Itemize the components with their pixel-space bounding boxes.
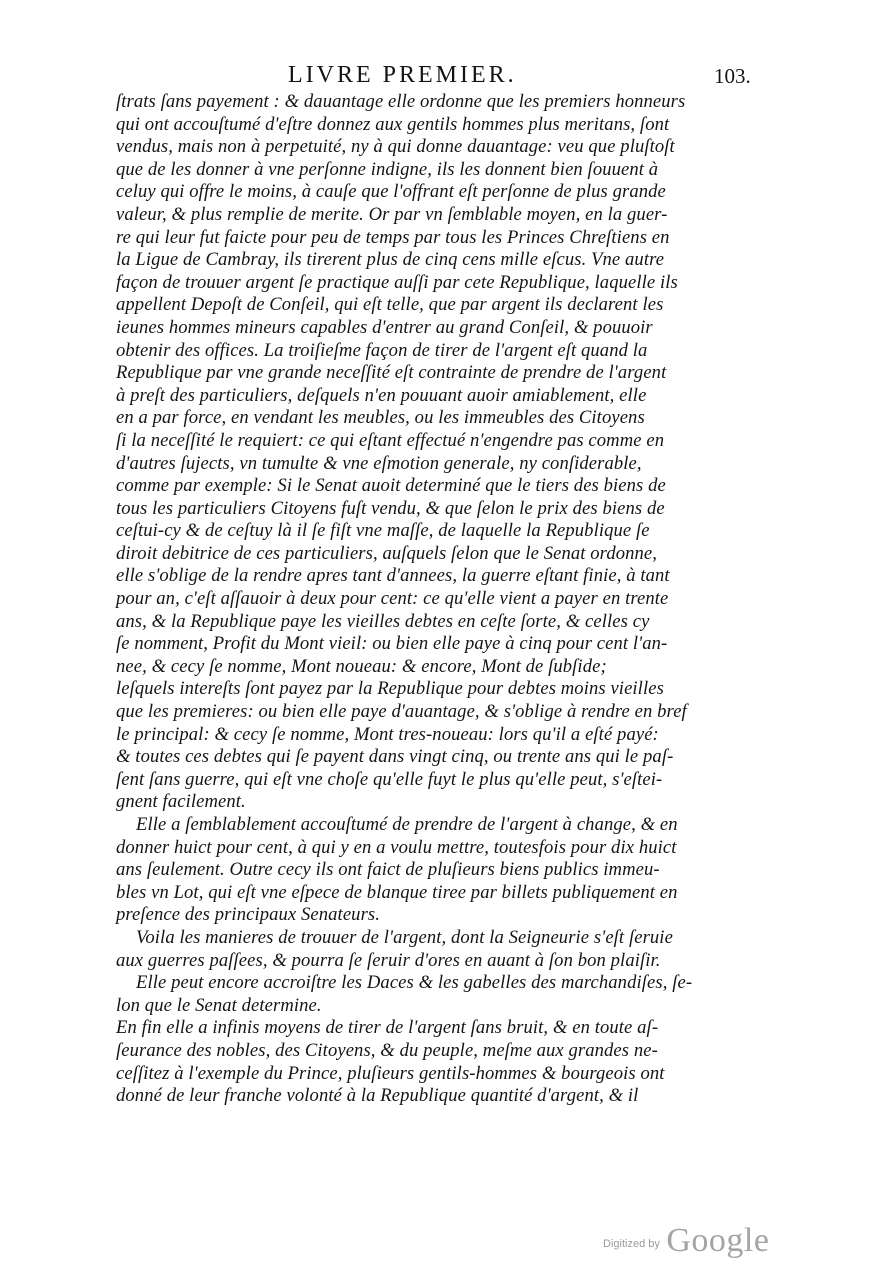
body-text [116, 91, 756, 1108]
text-line: diroit debitrice de ces particuliers, auſquels ſelon que le Senat ordonne, [116, 542, 658, 564]
text-line: tous les particuliers Citoyens fuſt vendu, & que ſelon le prix des biens de [116, 497, 665, 519]
paragraph-1 [116, 91, 756, 814]
paragraph-3 [116, 927, 756, 972]
text-line: donné de leur franche volonté à la Republique quantité d'argent, & il [116, 1085, 639, 1107]
text-line: re qui leur fut faicte pour peu de temps par tous les Princes Chreſtiens en [116, 226, 670, 248]
text-line: le principal: & cecy ſe nomme, Mont tres-noueau: lors qu'il a eſté payé: [116, 723, 659, 745]
text-line: bles vn Lot, qui eſt vne eſpece de blanque tiree par billets publiquement en [116, 881, 678, 903]
text-line: ſeurance des nobles, des Citoyens, & du peuple, meſme aux grandes ne- [116, 1039, 658, 1061]
text-line: donner huict pour cent, à qui y en a voulu mettre, toutesfois pour dix huict [116, 836, 677, 858]
text-line: Elle a ſemblablement accouſtumé de prendre de l'argent à change, & en [136, 814, 678, 835]
text-line: En fin elle a infinis moyens de tirer de l'argent ſans bruit, & en toute aſ- [116, 1017, 659, 1039]
text-line: façon de trouuer argent ſe practique auſſi par cete Republique, laquelle ils [116, 271, 678, 293]
text-line: Republique par vne grande neceſſité eſt contrainte de prendre de l'argent [116, 362, 667, 384]
text-line: qui ont accouſtumé d'eſtre donnez aux gentils hommes plus meritans, ſont [116, 113, 670, 135]
text-line: aux guerres paſſees, & pourra ſe ſeruir d'ores en auant à ſon bon plaiſir. [116, 949, 661, 971]
text-line: obtenir des offices. La troiſieſme façon de tirer de l'argent eſt quand la [116, 339, 648, 361]
text-line: appellent Depoſt de Conſeil, qui eſt telle, que par argent ils declarent les [116, 294, 664, 316]
text-line: la Ligue de Cambray, ils tirerent plus de cinq cens mille eſcus. Vne autre [116, 249, 665, 271]
google-logo: Google [666, 1222, 770, 1259]
text-line: ſe nomment, Profit du Mont vieil: ou bien elle paye à cinq pour cent l'an- [116, 633, 668, 655]
text-line: ſi la neceſſité le requiert: ce qui eſtant effectué n'engendre pas comme en [116, 429, 665, 451]
text-line: preſence des principaux Senateurs. [116, 904, 380, 926]
text-line: comme par exemple: Si le Senat auoit determiné que le tiers des biens de [116, 475, 666, 497]
text-line: gnent facilement. [116, 791, 246, 813]
text-line: ceſſitez à l'exemple du Prince, pluſieurs gentils-hommes & bourgeois ont [116, 1062, 665, 1084]
text-line: nee, & cecy ſe nomme, Mont noueau: & encore, Mont de ſubſide; [116, 655, 607, 677]
text-line: Voila les manieres de trouuer de l'argent, dont la Seigneurie s'eſt ſeruie [136, 926, 673, 948]
text-line: que les premieres: ou bien elle paye d'auantage, & s'oblige à rendre en bref [116, 701, 687, 723]
text-line: valeur, & plus remplie de merite. Or par vn ſemblable moyen, en la guer- [116, 203, 668, 225]
text-line: & toutes ces debtes qui ſe payent dans vingt cinq, ou trente ans qui le paſ- [116, 746, 674, 768]
text-line: leſquels intereſts ſont payez par la Republique pour debtes moins vieilles [116, 678, 664, 700]
text-line: ſent ſans guerre, qui eſt vne choſe qu'elle fuyt le plus qu'elle peut, s'eſtei- [116, 768, 663, 790]
digitization-watermark [603, 1222, 769, 1260]
text-line: en a par force, en vendant les meubles, ou les immeubles des Citoyens [116, 407, 645, 429]
paragraph-4 [116, 972, 756, 1017]
text-line: ans ſeulement. Outre cecy ils ont faict de pluſieurs biens publics immeu- [116, 859, 660, 881]
text-line: ſtrats ſans payement : & dauantage elle ordonne que les premiers honneurs [116, 91, 686, 112]
text-line: lon que le Senat determine. [116, 994, 322, 1016]
paragraph-5 [116, 1017, 756, 1107]
text-line: ieunes hommes mineurs capables d'entrer au grand Conſeil, & pouuoir [116, 316, 653, 338]
text-line: ans, & la Republique paye les vieilles debtes en ceſte ſorte, & celles cy [116, 610, 650, 632]
text-line: que de les donner à vne perſonne indigne, ils les donnent bien ſouuent à [116, 158, 659, 180]
paragraph-2 [116, 814, 756, 927]
digitized-by-label: Digitized by [603, 1238, 660, 1250]
text-line: d'autres ſujects, vn tumulte & vne eſmotion generale, ny conſiderable, [116, 452, 642, 474]
text-line: elle s'oblige de la rendre apres tant d'annees, la guerre eſtant finie, à tant [116, 565, 670, 587]
page-number: 103. [714, 64, 751, 88]
text-line: pour an, c'eſt aſſauoir à deux pour cent: ce qu'elle vient a payer en trente [116, 588, 669, 610]
running-header-title: LIVRE PREMIER. [288, 62, 517, 88]
text-line: Elle peut encore accroiſtre les Daces & les gabelles des marchandiſes, ſe- [136, 972, 693, 994]
text-line: à preſt des particuliers, deſquels n'en pouuant auoir amiablement, elle [116, 384, 647, 406]
text-line: celuy qui offre le moins, à cauſe que l'offrant eſt perſonne de plus grande [116, 181, 666, 203]
text-line: vendus, mais non à perpetuité, ny à qui donne dauantage: veu que pluſtoſt [116, 136, 675, 158]
text-line: ceſtui-cy & de ceſtuy là il ſe fiſt vne maſſe, de laquelle la Republique ſe [116, 520, 650, 542]
